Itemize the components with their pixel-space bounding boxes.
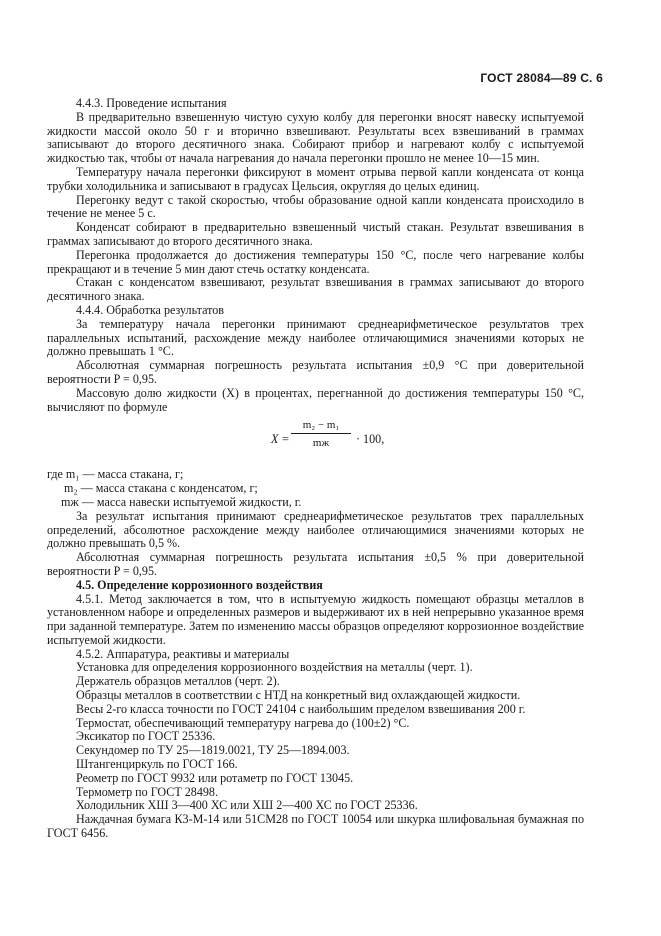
formula [47,414,584,468]
variable-definition: m₂ — масса стакана с конденсатом, г; [64,481,258,496]
paragraph: Массовую долю жидкости (X) в процентах, перегнанной до достижения температуры 150 °С, вычисляют по формуле [47,385,584,414]
formula-lhs: X = [271,432,290,447]
equipment-item: Термометр по ГОСТ 28498. [76,784,219,799]
fraction-bar [291,433,351,434]
formula-fraction [291,418,351,450]
page-header: ГОСТ 28084—89 С. 6 [480,71,603,85]
equipment-item: Эксикатор по ГОСТ 25336. [76,729,216,744]
equipment-item: Штангенциркуль по ГОСТ 166. [76,757,238,772]
paragraph: В предварительно взвешенную чистую сухую колбу для перегонки вносят навеску испытуемой жидкости массой около 50 г и вторично взвешивают. Результаты всех взвешиваний в граммах записывают до второго десятичного знака. Собирают прибор и нагревают колбу с испытуемой жидкостью так, чтобы от начала нагревания до начала перегонки прошло не менее 10—15 мин. [47,109,584,166]
variable-definitions [47,468,584,509]
formula-rhs: · 100, [356,432,385,447]
paragraph: 4.5.1. Метод заключается в том, что в испытуемую жидкость помещают образцы металлов в установленном наборе и определенных размеров и выдерживают их в ней непрерывно указанное время при заданной температуре. Затем по изменению массы образцов определяют коррозионное воздействие испытуемой жидкости. [47,591,584,647]
equipment-item: Весы 2-го класса точности по ГОСТ 24104 с наибольшим пределом взвешивания 200 г. [76,701,526,716]
paragraph: Перегонка продолжается до достижения температуры 150 °С, после чего нагревание колбы прекращают и в течение 5 мин дают стечь остатку конденсата. [47,247,584,276]
equipment-item: Холодильник ХШ 3—400 ХС или ХШ 2—400 ХС по ГОСТ 25336. [76,798,418,813]
paragraph: Перегонку ведут с такой скоростью, чтобы образование одной капли конденсата происходило в течение не менее 5 с. [47,192,584,221]
paragraph: Температуру начала перегонки фиксируют в момент отрыва первой капли конденсата от конца трубки холодильника и записывают в градусах Цельсия, округляя до целых единиц. [47,164,584,193]
body-text [47,97,584,841]
equipment-item: Образцы металлов в соответствии с НТД на конкретный вид охлаждающей жидкости. [76,688,521,703]
paragraph: За температуру начала перегонки принимают среднеарифметическое результатов трех параллельных испытаний, расхождение между наиболее отличающимися значениями которых не должно превышать 1 °С. [47,316,584,359]
equipment-item: Установка для определения коррозионного воздействия на металлы (черт. 1). [76,660,473,675]
paragraph: За результат испытания принимают среднеарифметическое результатов трех параллельных определений, абсолютное расхождение между наиболее отличающимися значениями которых не должно превышать 0,5 %. [47,508,584,551]
section-heading-bold: 4.5. Определение коррозионного воздействия [76,577,323,592]
section-heading: 4.5.2. Аппаратура, реактивы и материалы [76,646,290,661]
equipment-item: Реометр по ГОСТ 9932 или ротаметр по ГОСТ 13045. [76,770,354,785]
variable-definition: где m₁ — масса стакана, г; [47,467,184,482]
equipment-item: Термостат, обеспечивающий температуру нагрева до (100±2) °С. [76,715,410,730]
paragraph: Абсолютная суммарная погрешность результата испытания ±0,9 °С при доверительной вероятности P = 0,95. [47,358,584,386]
variable-definition: mж — масса навески испытуемой жидкости, г. [61,494,302,509]
equipment-item: Секундомер по ТУ 25—1819.0021, ТУ 25—1894.003. [76,743,350,758]
paragraph: Абсолютная суммарная погрешность результата испытания ±0,5 % при доверительной вероятности P = 0,95. [47,550,584,578]
equipment-item: Наждачная бумага К3-М-14 или 51СМ28 по ГОСТ 10054 или шкурка шлифовальная бумажная по ГОСТ 6456. [47,812,584,841]
paragraph: Стакан с конденсатом взвешивают, результат взвешивания в граммах записывают до второго десятичного знака. [47,275,584,304]
formula-numerator: m₂ − m₁ [302,419,340,432]
formula-denominator: mж [312,437,330,450]
section-heading: 4.4.3. Проведение испытания [76,96,227,110]
section-heading: 4.4.4. Обработка результатов [76,302,225,317]
equipment-item: Держатель образцов металлов (черт. 2). [76,674,280,689]
paragraph: Конденсат собирают в предварительно взвешенный чистый стакан. Результат взвешивания в граммах записывают до второго десятичного знака. [47,220,584,248]
